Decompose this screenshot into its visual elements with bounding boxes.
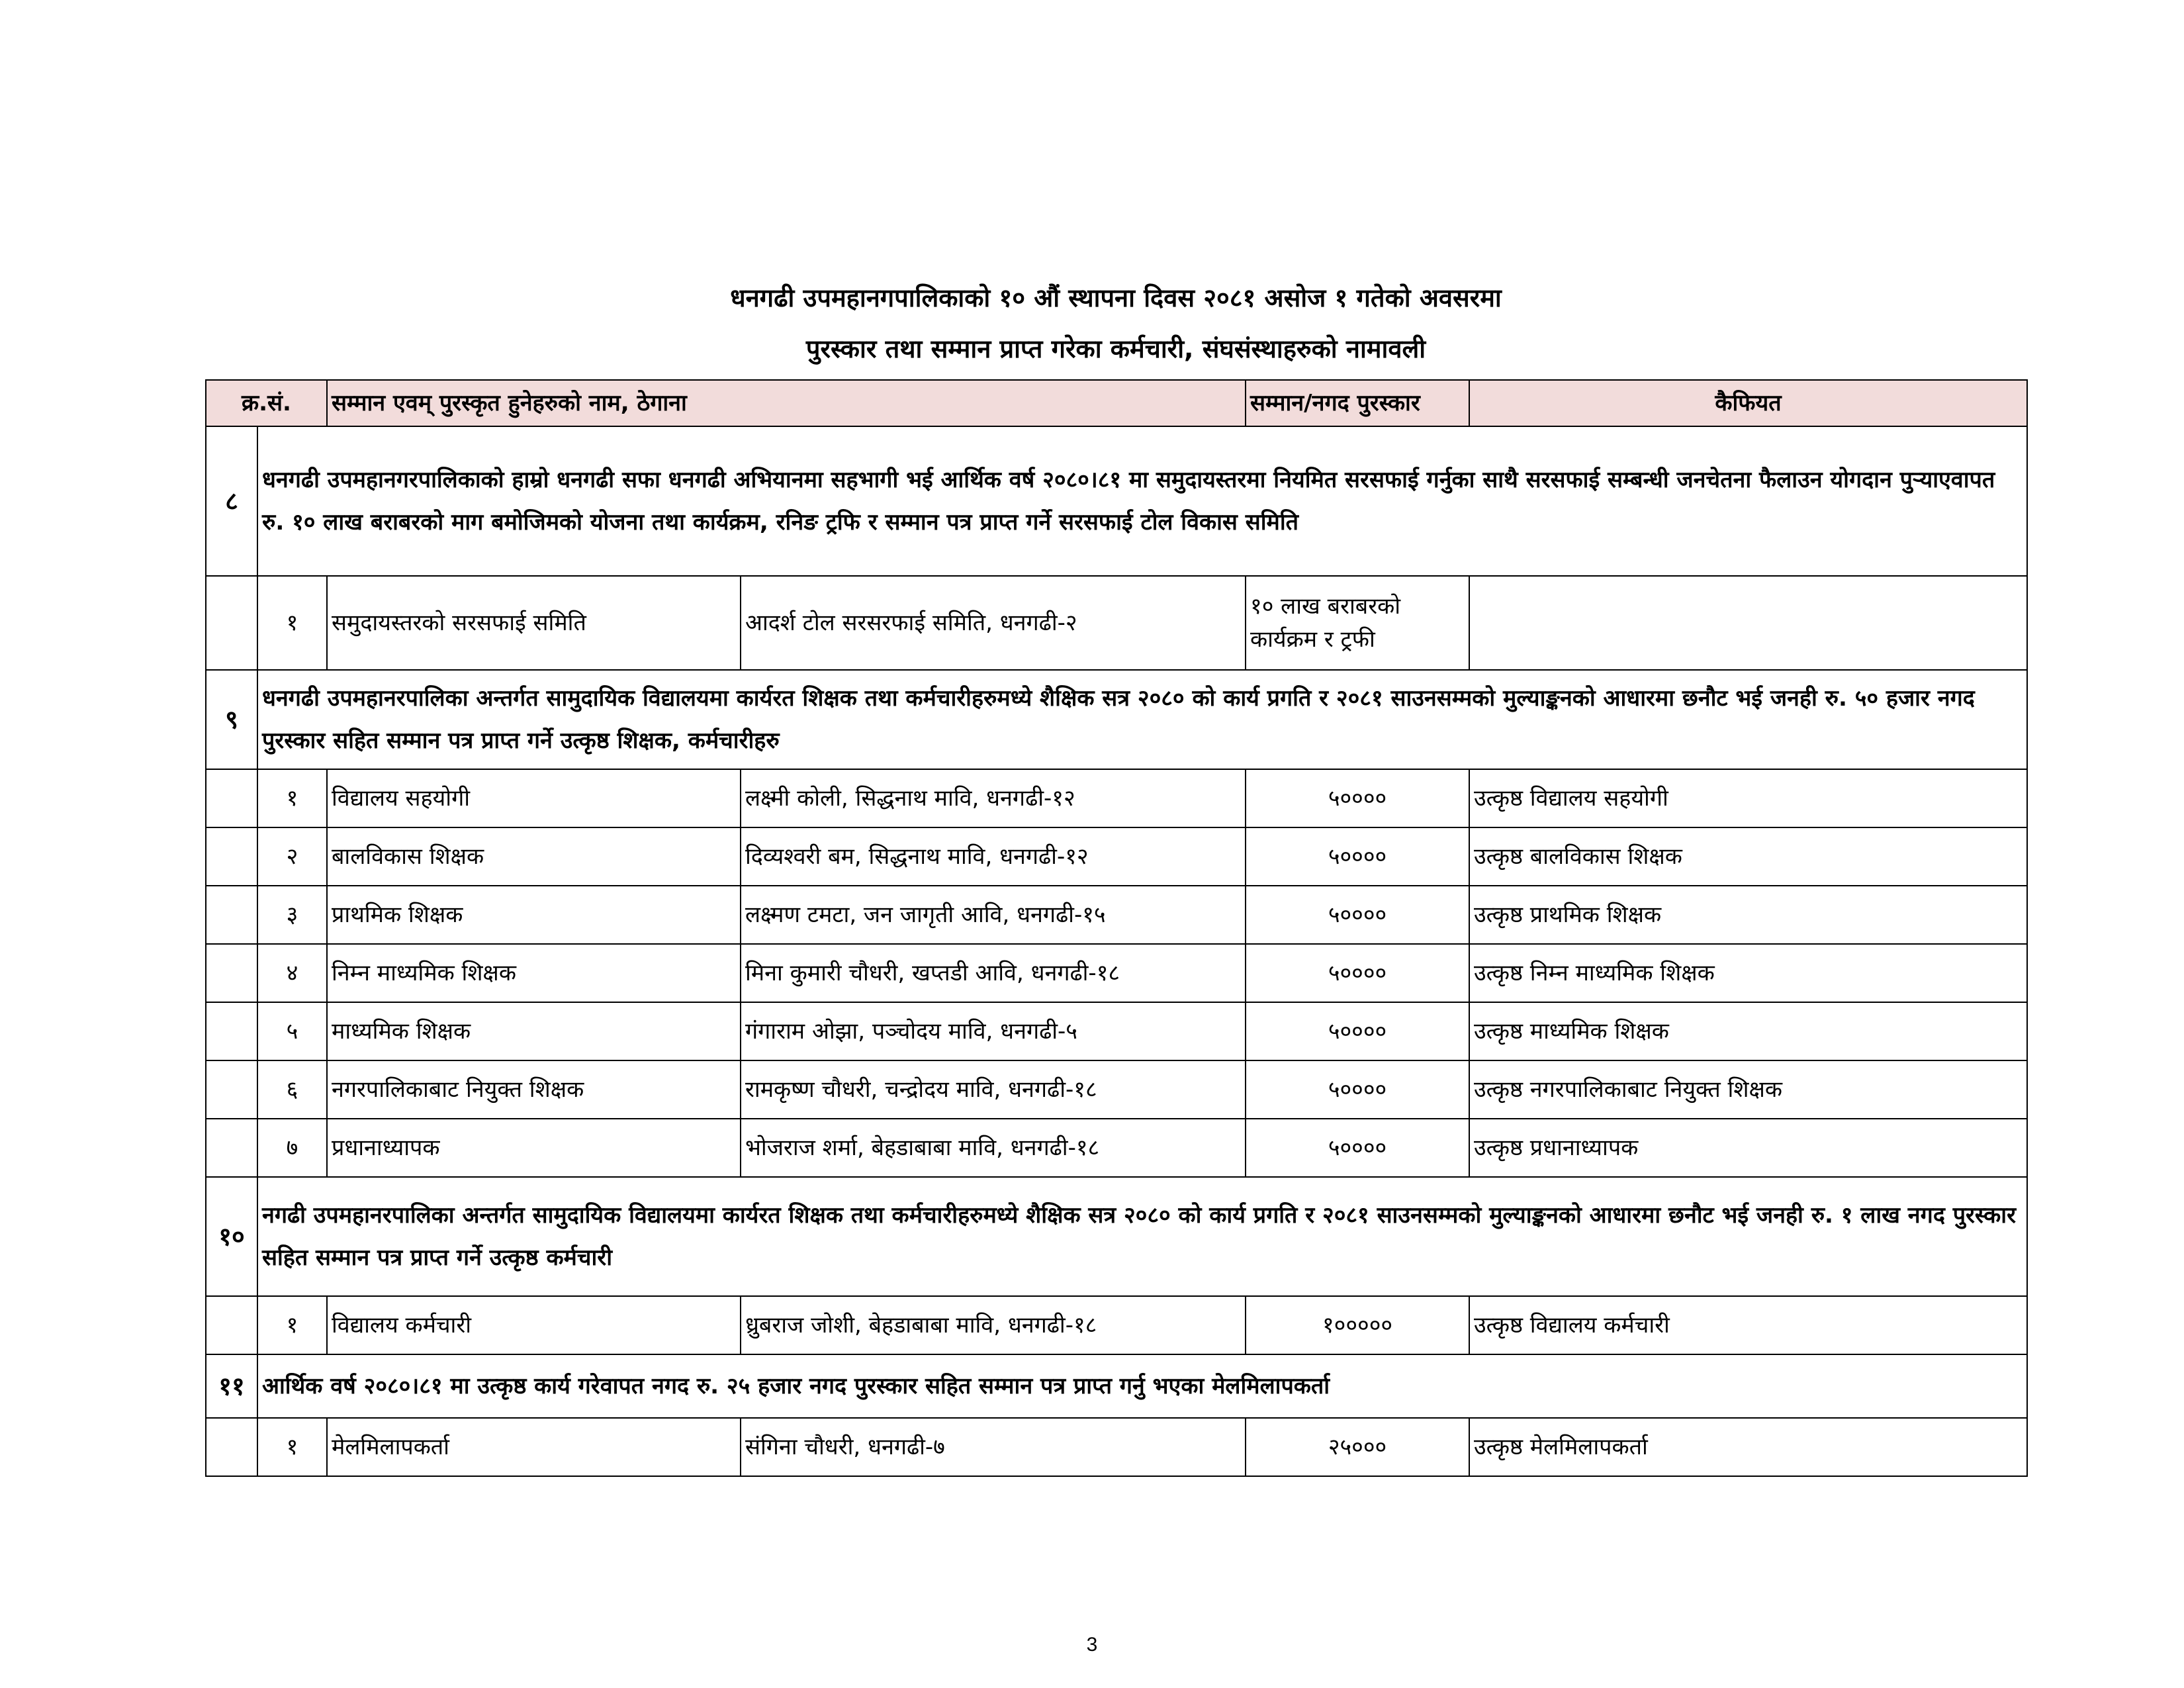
table-row [206, 769, 2027, 827]
blank-cell [206, 1296, 257, 1354]
blank-cell [206, 769, 257, 827]
item-category: बालविकास शिक्षक [327, 827, 741, 886]
section-row [206, 1354, 2027, 1418]
item-number: १ [257, 576, 327, 670]
section-number: ८ [206, 426, 257, 576]
section-row [206, 426, 2027, 576]
section-description: आर्थिक वर्ष २०८०।८१ मा उत्कृष्ठ कार्य गरेवापत नगद रु. २५ हजार नगद पुरस्कार सहित सम्मान पत्र प्राप्त गर्नु भएका मेलमिलापकर्ता [257, 1354, 2027, 1418]
item-category: समुदायस्तरको सरसफाई समिति [327, 576, 741, 670]
header-award: सम्मान/नगद पुरस्कार [1246, 380, 1469, 426]
section-row [206, 1177, 2027, 1296]
item-number: १ [257, 769, 327, 827]
table-row [206, 1296, 2027, 1354]
item-award: २५००० [1246, 1418, 1469, 1476]
item-number: ७ [257, 1119, 327, 1177]
blank-cell [206, 1060, 257, 1119]
item-award: १० लाख बराबरको कार्यक्रम र ट्रफी [1246, 576, 1469, 670]
item-name-address: संगिना चौधरी, धनगढी-७ [741, 1418, 1246, 1476]
item-name-address: मिना कुमारी चौधरी, खप्तडी आवि, धनगढी-१८ [741, 944, 1246, 1002]
blank-cell [206, 827, 257, 886]
item-name-address: लक्ष्मी कोली, सिद्धनाथ मावि, धनगढी-१२ [741, 769, 1246, 827]
header-name: सम्मान एवम् पुरस्कृत हुनेहरुको नाम, ठेगाना [327, 380, 1246, 426]
item-category: नगरपालिकाबाट नियुक्त शिक्षक [327, 1060, 741, 1119]
blank-cell [206, 1418, 257, 1476]
section-number: १० [206, 1177, 257, 1296]
awards-table [205, 379, 2028, 1477]
header-remarks: कैफियत [1469, 380, 2027, 426]
page-number: 3 [1086, 1634, 1098, 1656]
table-row [206, 576, 2027, 670]
blank-cell [206, 576, 257, 670]
item-number: ५ [257, 1002, 327, 1060]
item-category: विद्यालय सहयोगी [327, 769, 741, 827]
item-name-address: भोजराज शर्मा, बेहडाबाबा मावि, धनगढी-१८ [741, 1119, 1246, 1177]
section-number: ११ [206, 1354, 257, 1418]
item-award: ५०००० [1246, 944, 1469, 1002]
page-subtitle: पुरस्कार तथा सम्मान प्राप्त गरेका कर्मचारी, संघसंस्थाहरुको नामावली [805, 334, 1426, 363]
item-name-address: दिव्यश्वरी बम, सिद्धनाथ मावि, धनगढी-१२ [741, 827, 1246, 886]
table-row [206, 944, 2027, 1002]
table-row [206, 827, 2027, 886]
item-name-address: आदर्श टोल सरसरफाई समिति, धनगढी-२ [741, 576, 1246, 670]
header-sn: क्र.सं. [206, 380, 327, 426]
item-remarks: उत्कृष्ठ प्रधानाध्यापक [1469, 1119, 2027, 1177]
blank-cell [206, 1002, 257, 1060]
item-remarks: उत्कृष्ठ विद्यालय कर्मचारी [1469, 1296, 2027, 1354]
item-remarks: उत्कृष्ठ प्राथमिक शिक्षक [1469, 886, 2027, 944]
table-row [206, 1060, 2027, 1119]
item-award: ५०००० [1246, 827, 1469, 886]
item-remarks: उत्कृष्ठ विद्यालय सहयोगी [1469, 769, 2027, 827]
section-description: नगढी उपमहानरपालिका अन्तर्गत सामुदायिक विद्यालयमा कार्यरत शिक्षक तथा कर्मचारीहरुमध्ये शैक्षिक सत्र २०८० को कार्य प्रगति र २०८१ साउनसम्मको मुल्याङ्कनको आधारमा छनौट भई जनही रु. १ लाख नगद पुरस्कार सहित सम्मान पत्र प्राप्त गर्ने उत्कृष्ठ कर्मचारी [257, 1177, 2027, 1296]
table-row [206, 1119, 2027, 1177]
item-category: प्राथमिक शिक्षक [327, 886, 741, 944]
blank-cell [206, 944, 257, 1002]
item-name-address: गंगाराम ओझा, पञ्चोदय मावि, धनगढी-५ [741, 1002, 1246, 1060]
item-remarks: उत्कृष्ठ नगरपालिकाबाट नियुक्त शिक्षक [1469, 1060, 2027, 1119]
section-row [206, 670, 2027, 769]
item-remarks [1469, 576, 2027, 670]
item-number: १ [257, 1418, 327, 1476]
blank-cell [206, 886, 257, 944]
section-number: ९ [206, 670, 257, 769]
page-title: धनगढी उपमहानगपालिकाको १० औं स्थापना दिवस २०८१ असोज १ गतेको अवसरमा [730, 283, 1502, 312]
item-remarks: उत्कृष्ठ मेलमिलापकर्ता [1469, 1418, 2027, 1476]
table-row [206, 1002, 2027, 1060]
item-award: ५०००० [1246, 1002, 1469, 1060]
item-number: ६ [257, 1060, 327, 1119]
item-category: मेलमिलापकर्ता [327, 1418, 741, 1476]
item-number: ४ [257, 944, 327, 1002]
item-name-address: रामकृष्ण चौधरी, चन्द्रोदय मावि, धनगढी-१८ [741, 1060, 1246, 1119]
table-header-row [206, 380, 2027, 426]
item-number: ३ [257, 886, 327, 944]
table-row [206, 1418, 2027, 1476]
item-name-address: ध्रुबराज जोशी, बेहडाबाबा मावि, धनगढी-१८ [741, 1296, 1246, 1354]
section-description: धनगढी उपमहानरपालिका अन्तर्गत सामुदायिक विद्यालयमा कार्यरत शिक्षक तथा कर्मचारीहरुमध्ये शैक्षिक सत्र २०८० को कार्य प्रगति र २०८१ साउनसम्मको मुल्याङ्कनको आधारमा छनौट भई जनही रु. ५० हजार नगद पुरस्कार सहित सम्मान पत्र प्राप्त गर्ने उत्कृष्ठ शिक्षक, कर्मचारीहरु [257, 670, 2027, 769]
table-row [206, 886, 2027, 944]
item-number: २ [257, 827, 327, 886]
item-category: विद्यालय कर्मचारी [327, 1296, 741, 1354]
item-remarks: उत्कृष्ठ निम्न माध्यमिक शिक्षक [1469, 944, 2027, 1002]
item-award: ५०००० [1246, 1119, 1469, 1177]
item-remarks: उत्कृष्ठ बालविकास शिक्षक [1469, 827, 2027, 886]
blank-cell [206, 1119, 257, 1177]
item-number: १ [257, 1296, 327, 1354]
item-category: प्रधानाध्यापक [327, 1119, 741, 1177]
item-name-address: लक्ष्मण टमटा, जन जागृती आवि, धनगढी-१५ [741, 886, 1246, 944]
item-award: ५०००० [1246, 1060, 1469, 1119]
item-award: १००००० [1246, 1296, 1469, 1354]
item-category: निम्न माध्यमिक शिक्षक [327, 944, 741, 1002]
item-category: माध्यमिक शिक्षक [327, 1002, 741, 1060]
item-remarks: उत्कृष्ठ माध्यमिक शिक्षक [1469, 1002, 2027, 1060]
item-award: ५०००० [1246, 769, 1469, 827]
section-description: धनगढी उपमहानगरपालिकाको हाम्रो धनगढी सफा धनगढी अभियानमा सहभागी भई आर्थिक वर्ष २०८०।८१ मा समुदायस्तरमा नियमित सरसफाई गर्नुका साथै सरसफाई सम्बन्धी जनचेतना फैलाउन योगदान पुर्‍याएवापत रु. १० लाख बराबरको माग बमोजिमको योजना तथा कार्यक्रम, रनिङ ट्रफि र सम्मान पत्र प्राप्त गर्ने सरसफाई टोल विकास समिति [257, 426, 2027, 576]
item-award: ५०००० [1246, 886, 1469, 944]
